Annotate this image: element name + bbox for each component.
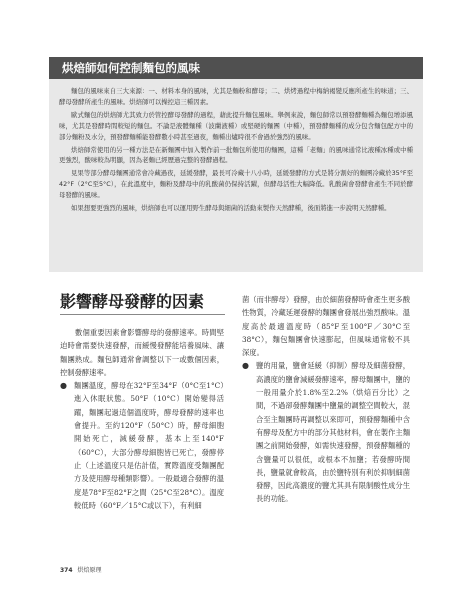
book-title: 烘焙原理 (77, 567, 102, 574)
box-paragraph: 歐式麵包的烘焙師尤其致力於管控酵母發酵的過程，藉此提升麵包風味。舉例來說，麵包師常以預發酵麵種為麵包增添風味，尤其是發酵時間較短的麵包。不論是液體麵種（波蘭液種）或堅硬的麵團（中種），預發酵麵種的成分包含麵包配方中的部分麵粉及水分，預發酵麵種能發酵數小時甚至過夜，麵種出爐時很不會過於強烈的風味。 (59, 110, 413, 141)
sidebar-box (49, 57, 423, 272)
left-column (60, 326, 224, 512)
box-paragraph: 見果等部分酵母麵團通常會冷藏過夜，延緩發酵，最長可冷藏十八小時，延緩發酵的方式是將分割好的麵團冷藏於35°F至42°F（2°C至5°C），在此溫度中，麵粉及酵母中的乳酸菌仍保持活躍，但酵母活性大幅降低。乳酸菌會發酵會產生不同於酵母發酵的風味。 (59, 169, 413, 200)
bullet-text: 鹽的用量，鹽會延緩（抑制）酵母及細菌發酵，高濃度的鹽會減緩發酵速率，酵母麵團中，鹽的一般用量介於1.8%至2.2%（烘焙百分比）之間，不過卻發酵麵團中鹽量的調整空間較大，混合至主麵團時再調整以來即可，預發酵麵種中含有酵母及配方中的部分其他材料，會在製作主麵團之前開始發酵，如需快速發酵，預發酵麵種的含鹽量可以很低，或根本不加鹽；若發酵時間長，鹽量就會較高，由於鹽特別有利於抑制細菌發酵，因此高濃度的鹽尤其具有限制酸性成分生長的功能。 (256, 361, 410, 504)
right-column (242, 293, 410, 506)
bullet-item-temperature (60, 379, 224, 512)
sidebar-box-title: 烘焙師如何控制麵包的風味 (49, 57, 423, 79)
bullet-icon: ● (242, 361, 249, 371)
box-paragraph: 麵包的風味來自三大來源：一、材料本身的風味，尤其是麵粉和酵母；二、烘烤過程中梅納褐變反應所產生的味道；三、酵母發酵所產生的風味。烘焙師可以操控這三種因素。 (59, 87, 413, 106)
bullet-text: 麵團溫度，酵母在32°F至34°F（0°C至1°C）進入休眠狀態。50°F（10°C）開始變得活躍，麵團起過這個溫度時，酵母發酵的速率也會提升。至約120°F（50°C）時，酵母細胞開始死亡，減緩發酵，基本上至140°F（60°C），大部分酵母細胞皆已死亡，發酵停止（上述溫度只是估計值，實際溫度受麵團配方及使用酵母種類影響）。一般最適合發酵的溫度是78°F至82°F之間（25°C至28°C）。溫度較低時（60°F／15°C或以下），有利細 (74, 381, 224, 510)
heading-underline (60, 314, 225, 315)
bullet-item-salt (242, 359, 410, 505)
bullet-icon: ● (60, 381, 67, 391)
intro-paragraph: 數個重要因素會影響酵母的發酵速率。時間堅迫時會需要快速發酵，而緩慢發酵能培養風味、讓麵團熟成。麵包師通常會調整以下一或數個因素，控制發酵速率。 (60, 328, 224, 377)
page-footer (60, 565, 102, 574)
page-number: 374 (60, 567, 73, 574)
box-paragraph: 如果想要更強烈的風味，烘焙師也可以運用野生酵母與細菌的活動來製作天然酵種，後面將進一步說明天然酵種。 (71, 204, 391, 213)
section-heading: 影響酵母發酵的因素 (60, 292, 205, 311)
box-paragraph: 烘焙師常使用的另一種方法是在新麵團中加入製作前一批麵包所使用的麵團，這種「老麵」的風味通常比液種冰種或中種更強烈，酸味較為明顯，因為老麵已經歷過完整的發酵過程。 (59, 145, 413, 165)
sidebar-box-body (59, 86, 413, 216)
continued-paragraph: 菌（而非酵母）發酵，由於細菌發酵時會產生更多酸性物質，冷藏延遲發酵的麵團會發展出強烈酸味。溫度高於最適溫度時（85°F至100°F／30°C至38°C），麵包麵團會快速膨起，但風味通常較不具深度。 (242, 295, 410, 358)
